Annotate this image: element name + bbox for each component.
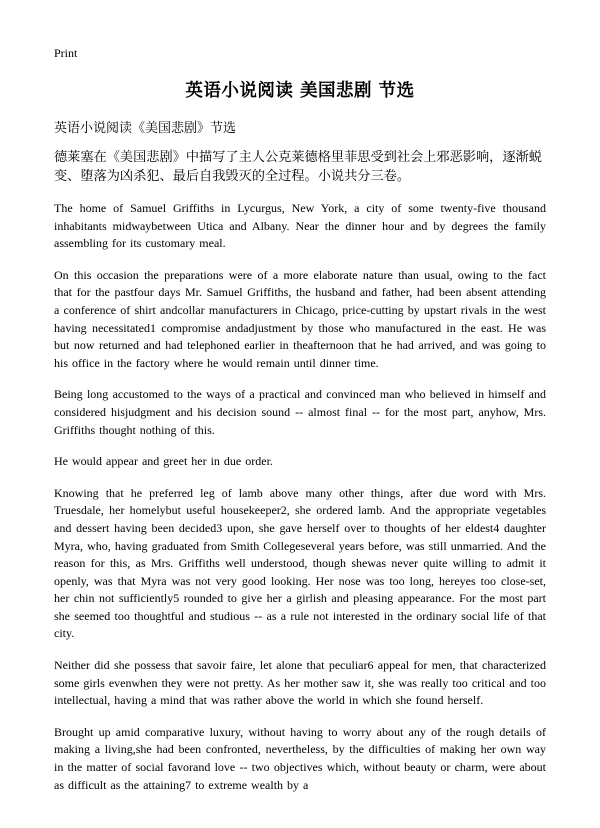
document-title: 英语小说阅读 美国悲剧 节选 — [185, 81, 415, 101]
paragraph-2: On this occasion the preparations were of a more elaborate nature than usual, owing to the fact that for the pastfour days Mr. Samuel Griffiths, the husband and father, had been absent attending a conference of shirt andcollar manufacturers in Chicago, price-cutting by upstart rivals in the west having necessitated1 compromise andadjustment by those who manufactured in the east. He was but now returned and had telephoned earlier in theafternoon that he had arrived, and was going to his office in the factory where he would remain until dinner time. — [54, 267, 546, 370]
paragraph-4: He would appear and greet her in due order. — [54, 454, 273, 469]
paragraph-5: Knowing that he preferred leg of lamb above many other things, after due word with Mrs. Truesdale, her homelybut useful housekeeper2, she ordered lamb. And the appropriate vegetables and dessert having been decided3 upon, she gave herself over to thoughts of her eldest4 daughter Myra, who, having graduated from Smith Collegeseveral years before, was still unmarried. And the reason for this, as Mrs. Griffiths well understood, though shewas never quite willing to admit it openly, was that Myra was not very good looking. Her nose was too long, hereyes too close-set, her chin not sufficiently5 rounded to give her a girlish and pleasing appearance. For the most part she seemed too thoughtful and studious -- as a rule not interested in the ordinary social life of that city. — [54, 485, 546, 641]
print-label[interactable]: Print — [54, 46, 78, 60]
paragraph-6: Neither did she possess that savoir faire, let alone that peculiar6 appeal for men, that characterized some girls evenwhen they were not pretty. As her mother saw it, she was really too critical and too intellectual, having a mind that was rather above the world in which she found herself. — [54, 658, 546, 708]
paragraph-3: Being long accustomed to the ways of a practical and convinced man who believed in himself and considered hisjudgment and his decision sound -- almost final -- for the most part, anyhow, Mrs. Griffiths thought nothing of this. — [54, 387, 546, 437]
paragraph-1: The home of Samuel Griffiths in Lycurgus, New York, a city of some twenty-five thousand inhabitants midwaybetween Utica and Albany. Near the dinner hour and by degrees the family assembling for its customary meal. — [54, 201, 546, 251]
paragraph-7: Brought up amid comparative luxury, without having to worry about any of the rough details of making a living,she had been confronted, nevertheless, by the difficulties of making her own way in the matter of social favorand love -- two objectives which, without beauty or charm, were about as difficult as the attaining7 to extreme wealth by a — [54, 724, 546, 792]
article-body — [54, 200, 546, 808]
chinese-intro-paragraph: 德莱塞在《美国悲剧》中描写了主人公克莱德格里菲思受到社会上邪恶影响，逐渐蜕变、堕落为凶杀犯、最后自我毁灭的全过程。小说共分三卷。 — [54, 150, 542, 184]
document-subtitle: 英语小说阅读《美国悲剧》节选 — [54, 121, 237, 136]
